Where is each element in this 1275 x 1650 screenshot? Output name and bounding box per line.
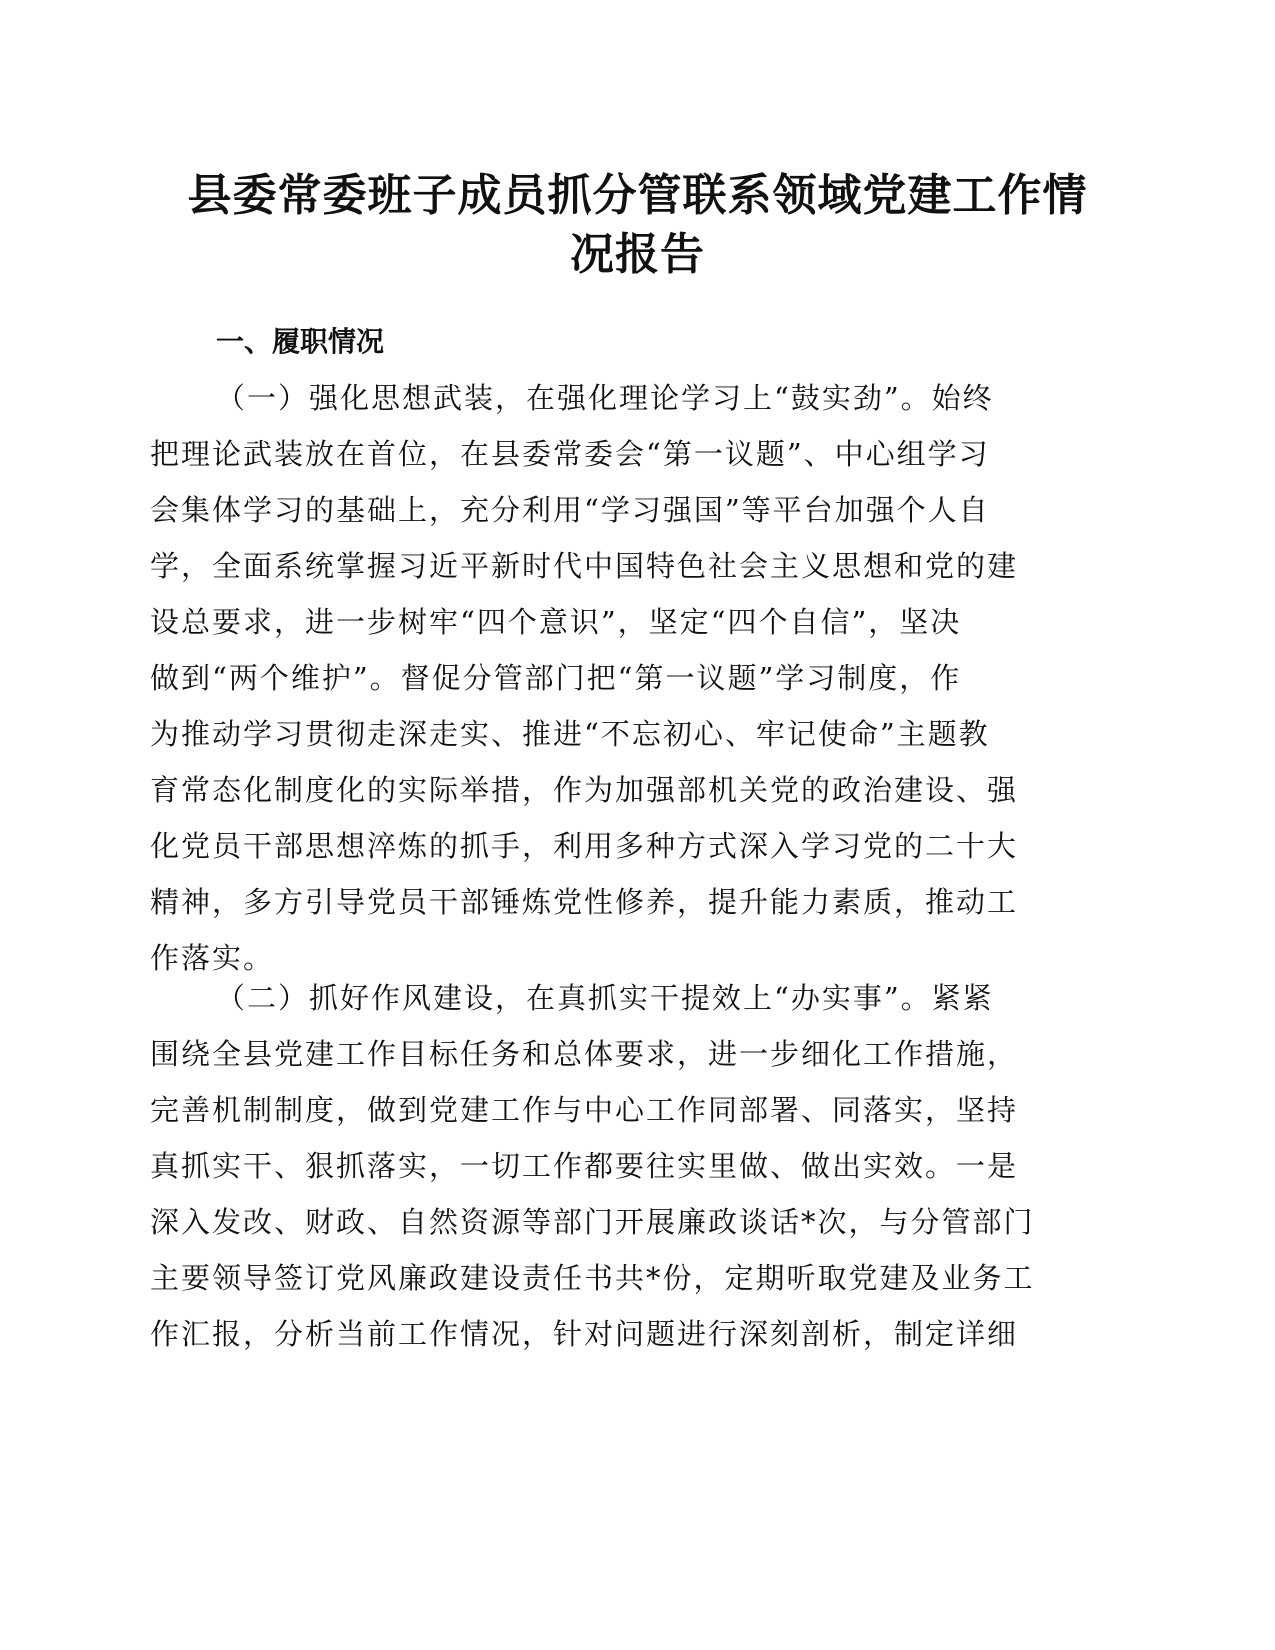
paragraph-2 [150,970,1090,1362]
paragraph-line: 完善机制制度，做到党建工作与中心工作同部署、同落实，坚持 [150,1093,1019,1127]
paragraph-line: 作落实。 [150,941,275,975]
paragraph-line: 设总要求，进一步树牢“四个意识”，坚定“四个自信”，坚决 [150,605,962,639]
paragraph-1 [150,370,1090,986]
paragraph-line: （二）抓好作风建设，在真抓实干提效上“办实事”。紧紧 [216,981,994,1015]
document-title [150,166,1125,284]
paragraph-line: 育常态化制度化的实际举措，作为加强部机关党的政治建设、强 [150,773,1019,807]
paragraph-line: 深入发改、财政、自然资源等部门开展廉政谈话*次，与分管部门 [150,1205,1035,1239]
paragraph-line: 真抓实干、狠抓落实，一切工作都要往实里做、做出实效。一是 [150,1149,1019,1183]
paragraph-line: 学，全面系统掌握习近平新时代中国特色社会主义思想和党的建 [150,549,1019,583]
paragraph-line: 会集体学习的基础上，充分利用“学习强国”等平台加强个人自 [150,493,990,527]
paragraph-line: （一）强化思想武装，在强化理论学习上“鼓实劲”。始终 [216,381,994,415]
title-line: 况报告 [570,229,705,280]
section-heading: 一、履职情况 [216,325,385,358]
paragraph-line: 精神，多方引导党员干部锤炼党性修养，提升能力素质，推动工 [150,885,1019,919]
paragraph-line: 为推动学习贯彻走深走实、推进“不忘初心、牢记使命”主题教 [150,717,990,751]
paragraph-line: 化党员干部思想淬炼的抓手，利用多种方式深入学习党的二十大 [150,829,1019,863]
paragraph-line: 围绕全县党建工作目标任务和总体要求，进一步细化工作措施， [150,1037,1019,1071]
paragraph-line: 主要领导签订党风廉政建设责任书共*份，定期听取党建及业务工 [150,1261,1035,1295]
paragraph-line: 作汇报，分析当前工作情况，针对问题进行深刻剖析，制定详细 [150,1317,1019,1351]
paragraph-line: 把理论武装放在首位，在县委常委会“第一议题”、中心组学习 [150,437,990,471]
title-line: 县委常委班子成员抓分管联系领域党建工作情 [187,170,1088,221]
paragraph-line: 做到“两个维护”。督促分管部门把“第一议题”学习制度，作 [150,661,962,695]
